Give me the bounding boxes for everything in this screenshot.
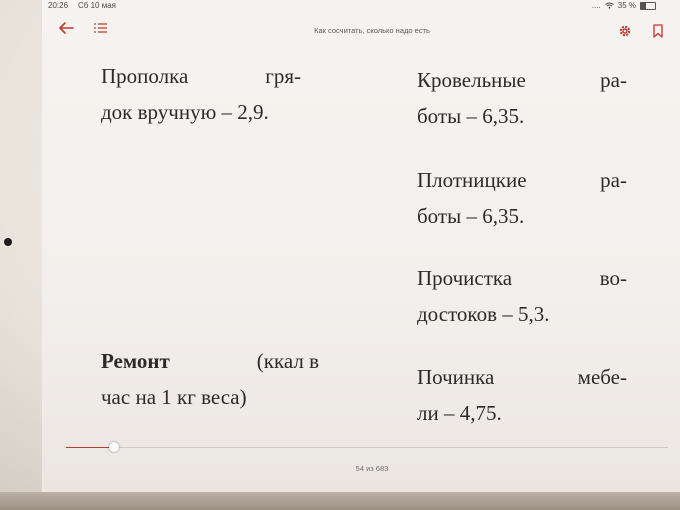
status-date: Сб 10 мая (78, 1, 116, 10)
status-bar (42, 0, 680, 14)
paragraph-weeding (101, 58, 301, 130)
text-word: гря- (265, 64, 301, 88)
reader-toolbar (42, 14, 680, 50)
paragraph-carpentry (417, 162, 627, 234)
status-right (592, 1, 656, 10)
text-word: ра- (600, 68, 627, 92)
progress-handle[interactable] (109, 442, 119, 452)
text-line: боты – 6,35. (417, 204, 525, 228)
paragraph-gutter-cleaning (417, 260, 627, 332)
text-line: ли – 4,75. (417, 401, 502, 425)
text-word: Кровельные (417, 68, 526, 92)
gear-icon[interactable] (618, 24, 632, 38)
text-word: мебе- (577, 365, 627, 389)
text-word: во- (599, 266, 627, 290)
reader-screen (42, 0, 680, 492)
text-line: достоков – 5,3. (417, 302, 550, 326)
battery-level (641, 3, 646, 9)
text-word: Прополка (101, 64, 189, 88)
text-word: ра- (600, 168, 627, 192)
text-line: док вручную – 2,9. (101, 100, 269, 124)
progress-fill (66, 447, 114, 448)
signal-dots: .... (591, 1, 601, 10)
bookmark-icon[interactable] (652, 24, 664, 38)
heading-rest: (ккал в (256, 349, 319, 373)
battery-icon (640, 2, 656, 10)
heading-line: час на 1 кг веса) (101, 385, 247, 409)
page-indicator: 54 из 683 (355, 464, 389, 473)
reading-progress-slider[interactable] (66, 447, 668, 448)
heading-bold-word: Ремонт (101, 349, 170, 373)
paragraph-furniture-repair (417, 359, 627, 431)
status-time: 20:26 (48, 1, 69, 10)
back-arrow-icon[interactable] (56, 18, 76, 38)
text-line: боты – 6,35. (417, 104, 525, 128)
table-of-contents-icon[interactable] (92, 18, 110, 38)
front-camera (4, 238, 12, 246)
book-title: Как сосчитать, сколько надо есть (314, 26, 430, 35)
wifi-icon (605, 2, 614, 9)
battery-percent: 35 % (617, 1, 636, 10)
section-heading-repair (101, 343, 321, 415)
tablet-frame-bottom (0, 492, 680, 510)
text-word: Прочистка (417, 266, 513, 290)
text-word: Починка (417, 365, 495, 389)
paragraph-roofing (417, 62, 627, 134)
text-word: Плотницкие (417, 168, 527, 192)
